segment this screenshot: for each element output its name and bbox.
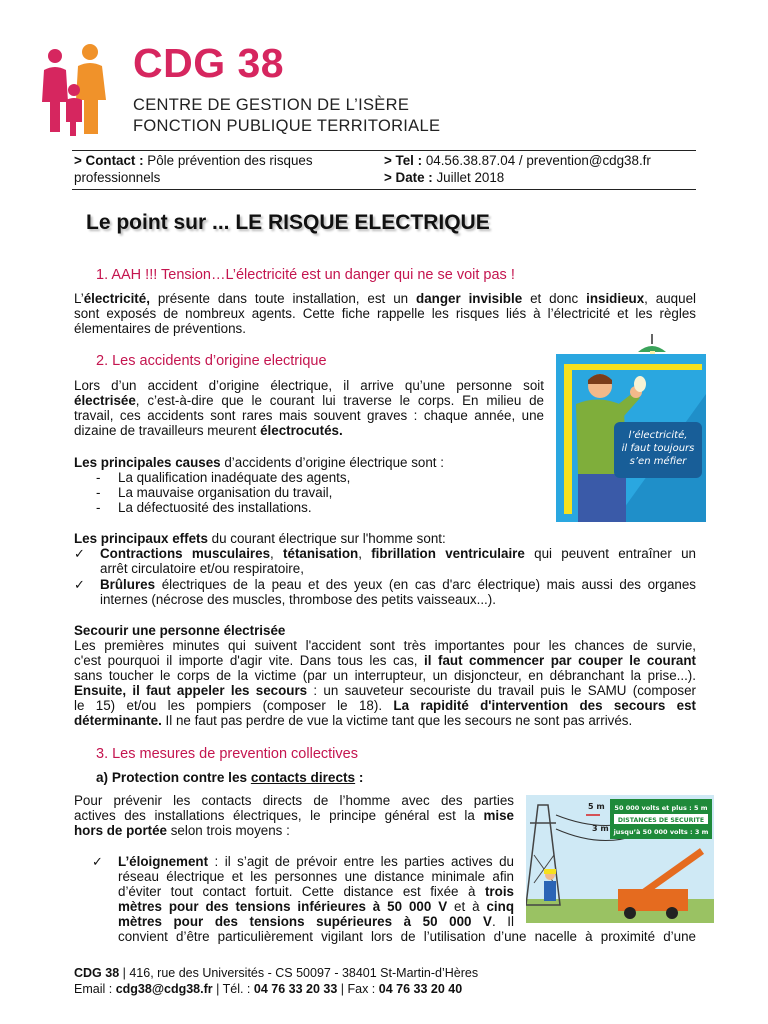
s2-p1-line-3: travail, ces accidents sont rares mais souvent graves : chaque année, une xyxy=(74,408,544,423)
eloignement-line-2: réseau électrique et les personnes une distance minimale afin xyxy=(118,869,514,884)
s1-line-2: sont exposés de nombreux agents. Cette fiche rappelle les risques liés à l’électricité et les règles xyxy=(74,306,696,321)
s3-p-line-1: Pour prévenir les contacts directs de l’homme avec des parties xyxy=(74,793,514,808)
s1-line-3: élementaires de préventions. xyxy=(74,321,246,336)
poster-illustration-icon xyxy=(554,334,712,524)
figure-box-line-2: DISTANCES DE SECURITE xyxy=(617,817,705,824)
eloignement-line-5: mètres pour des tensions supérieures à 50 000 V. Il xyxy=(118,914,514,929)
s1-line-1: L’électricité, présente dans toute installation, est un danger invisible et donc insidieux, auquel xyxy=(74,291,696,306)
poster-caption-1: l’électricité, xyxy=(628,430,688,441)
eloignement-line-3: d’éviter tout contact fortuit. Cette distance est fixée à trois xyxy=(118,884,514,899)
checkmark-icon: ✓ xyxy=(74,577,85,592)
secours-line-3: sans toucher le corps de la victime (par un interrupteur, un disjoncteur, en débranchant la prise...). xyxy=(74,668,696,683)
s2-p1-line-2: électrisée, c’est-à-dire que le courant lui traverse le corps. En milieu de xyxy=(74,393,544,408)
document-title: Le point sur ... LE RISQUE ELECTRIQUE xyxy=(86,211,490,234)
org-subtitle-1: CENTRE DE GESTION DE L’ISÈRE xyxy=(133,96,410,114)
logo xyxy=(38,40,118,140)
dash-marker: - xyxy=(96,485,101,500)
causes-intro: Les principales causes d’accidents d’origine électrique sont : xyxy=(74,455,444,470)
secours-line-1: Les premières minutes qui suivent l'accident sont très importantes pour les chances de survie, xyxy=(74,638,696,653)
org-title: CDG 38 xyxy=(133,40,285,86)
pylon-crane-illustration-icon xyxy=(526,795,714,923)
footer-contacts: Email : cdg38@cdg38.fr | Tél. : 04 76 33 20 33 | Fax : 04 76 33 20 40 xyxy=(74,982,463,996)
checkmark-icon: ✓ xyxy=(92,854,103,869)
s3-p-line-3: hors de portée selon trois moyens : xyxy=(74,823,290,838)
subsection-a-heading: a) Protection contre les contacts directs : xyxy=(96,770,364,785)
secours-line-6: déterminante. Il ne faut pas perdre de vue la victime tant que les secours ne sont pas arrivés. xyxy=(74,713,633,728)
cause-item: La qualification inadéquate des agents, xyxy=(118,470,351,485)
eloignement-line-1: L’éloignement : il s’agit de prévoir entre les parties actives du xyxy=(118,854,514,869)
secours-line-4: Ensuite, il faut appeler les secours : un sauveteur secouriste du travail puis le SAMU (composer xyxy=(74,683,696,698)
org-subtitle-2: FONCTION PUBLIQUE TERRITORIALE xyxy=(133,117,441,135)
figure-box-line-3: jusqu’à 50 000 volts : 3 m xyxy=(613,828,709,836)
date-line: > Date : Juillet 2018 xyxy=(384,170,505,185)
section-2-heading: 2. Les accidents d’origine electrique xyxy=(96,353,327,369)
bottom-rule xyxy=(72,189,696,190)
electricity-poster xyxy=(554,334,712,524)
figure-label-3m: 3 m xyxy=(592,824,609,833)
footer-email[interactable]: cdg38@cdg38.fr xyxy=(115,982,213,996)
eloignement-line-4: mètres pour des tensions inférieures à 50 000 V et à cinq xyxy=(118,899,515,914)
secours-title: Secourir une personne électrisée xyxy=(74,623,286,638)
section-1-heading: 1. AAH !!! Tension…L’électricité est un danger qui ne se voit pas ! xyxy=(96,267,515,283)
dash-marker: - xyxy=(96,500,101,515)
safety-distance-figure xyxy=(526,795,714,923)
effects-intro: Les principaux effets du courant électrique sur l'homme sont: xyxy=(74,531,446,546)
effect-item-2-line-2: internes (nécrose des muscles, thrombose des petits vaisseaux...). xyxy=(100,592,496,607)
eloignement-line-6: convient d’être particulièrement vigilant lors de l’utilisation d’une nacelle à proximité d’une xyxy=(118,929,696,944)
cause-item: La défectuosité des installations. xyxy=(118,500,312,515)
s2-p1-line-4: dizaine de travailleurs meurent électrocutés. xyxy=(74,423,343,438)
poster-caption-3: s’en méfier xyxy=(629,456,687,467)
cause-item: La mauvaise organisation du travail, xyxy=(118,485,333,500)
figure-label-5m: 5 m xyxy=(588,802,605,811)
tel-line: > Tel : 04.56.38.87.04 / prevention@cdg38.fr xyxy=(384,153,651,168)
poster-caption-2: il faut toujours xyxy=(621,443,695,454)
dash-marker: - xyxy=(96,470,101,485)
effect-item-1-line-2: arrêt circulatoire et/ou respiratoire, xyxy=(100,561,304,576)
s3-p-line-2: actives des installations électriques, le principe général est la mise xyxy=(74,808,514,823)
effect-item-2: Brûlures électriques de la peau et des yeux (en cas d'arc électrique) mais aussi des organes xyxy=(100,577,696,592)
section-3-heading: 3. Les mesures de prevention collectives xyxy=(96,746,358,762)
footer-address: CDG 38 | 416, rue des Universités - CS 50097 - 38401 St-Martin-d’Hères xyxy=(74,966,479,980)
figure-box-line-1: 50 000 volts et plus : 5 m xyxy=(614,804,708,812)
top-rule xyxy=(72,150,696,151)
effect-item-1: Contractions musculaires, tétanisation, fibrillation ventriculaire qui peuvent entraîner un xyxy=(100,546,696,561)
checkmark-icon: ✓ xyxy=(74,546,85,561)
secours-line-2: c'est pourquoi il importe d'agir vite. Dans tous les cas, il faut commencer par couper le courant xyxy=(74,653,696,668)
contact-line: > Contact : Pôle prévention des risques xyxy=(74,153,313,168)
secours-line-5: le 15) et/ou les pompiers (composer le 18). La rapidité d'intervention des secours est xyxy=(74,698,696,713)
family-logo-icon xyxy=(38,40,118,140)
contact-line-2: professionnels xyxy=(74,170,161,185)
s2-p1-line-1: Lors d’un accident d’origine électrique, il arrive qu’une personne soit xyxy=(74,378,544,393)
